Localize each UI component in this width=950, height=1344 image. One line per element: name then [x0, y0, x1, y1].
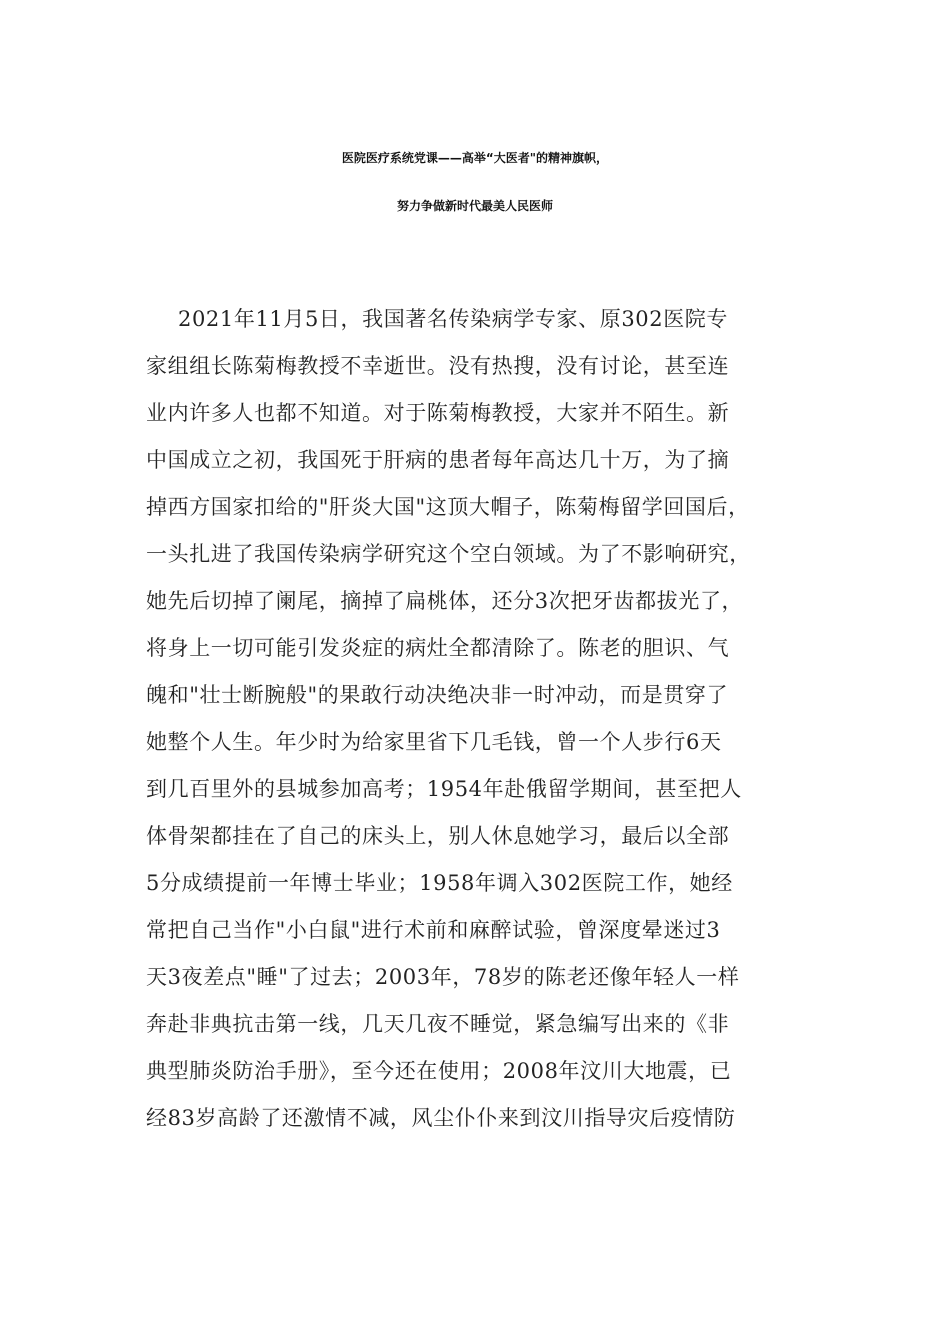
body-line: 奔赴非典抗击第一线，几天几夜不睡觉，紧急编写出来的《非 [146, 1012, 730, 1036]
body-line: 2021年11月5日，我国著名传染病学专家、原302医院专 [178, 307, 729, 331]
body-line: 典型肺炎防治手册》，至今还在使用；2008年汶川大地震，已 [146, 1059, 732, 1083]
body-line: 天3夜差点"睡"了过去；2003年，78岁的陈老还像年轻人一样 [146, 965, 740, 989]
body-paragraph [146, 296, 826, 1142]
body-line: 中国成立之初，我国死于肝病的患者每年高达几十万，为了摘 [146, 448, 730, 472]
body-line: 业内许多人也都不知道。对于陈菊梅教授，大家并不陌生。新 [146, 401, 730, 425]
body-line: 一头扎进了我国传染病学研究这个空白领域。为了不影响研究， [146, 542, 751, 566]
body-line: 她整个人生。年少时为给家里省下几毛钱，曾一个人步行6天 [146, 730, 722, 754]
body-line: 体骨架都挂在了自己的床头上，别人休息她学习，最后以全部 [146, 824, 730, 848]
body-line: 她先后切掉了阑尾，摘掉了扁桃体，还分3次把牙齿都拔光了， [146, 589, 744, 613]
document-title [0, 134, 950, 230]
body-line: 到几百里外的县城参加高考；1954年赴俄留学期间，甚至把人 [146, 777, 742, 801]
body-line: 5分成绩提前一年博士毕业；1958年调入302医院工作，她经 [146, 871, 733, 895]
body-line: 经83岁高龄了还激情不减，风尘仆仆来到汶川指导灾后疫情防 [146, 1106, 736, 1130]
body-line: 家组组长陈菊梅教授不幸逝世。没有热搜，没有讨论，甚至连 [146, 354, 730, 378]
body-line: 魄和"壮士断腕般"的果敢行动决绝决非一时冲动，而是贯穿了 [146, 683, 729, 707]
body-line: 掉西方国家扣给的"肝炎大国"这顶大帽子，陈菊梅留学回国后， [146, 495, 750, 519]
title-line-2: 努力争做新时代最美人民医师 [396, 199, 553, 213]
body-line: 将身上一切可能引发炎症的病灶全都清除了。陈老的胆识、气 [146, 636, 730, 660]
body-line: 常把自己当作"小白鼠"进行术前和麻醉试验，曾深度晕迷过3 [146, 918, 721, 942]
title-line-1: 医院医疗系统党课——高举“大医者"的精神旗帜， [341, 151, 609, 165]
